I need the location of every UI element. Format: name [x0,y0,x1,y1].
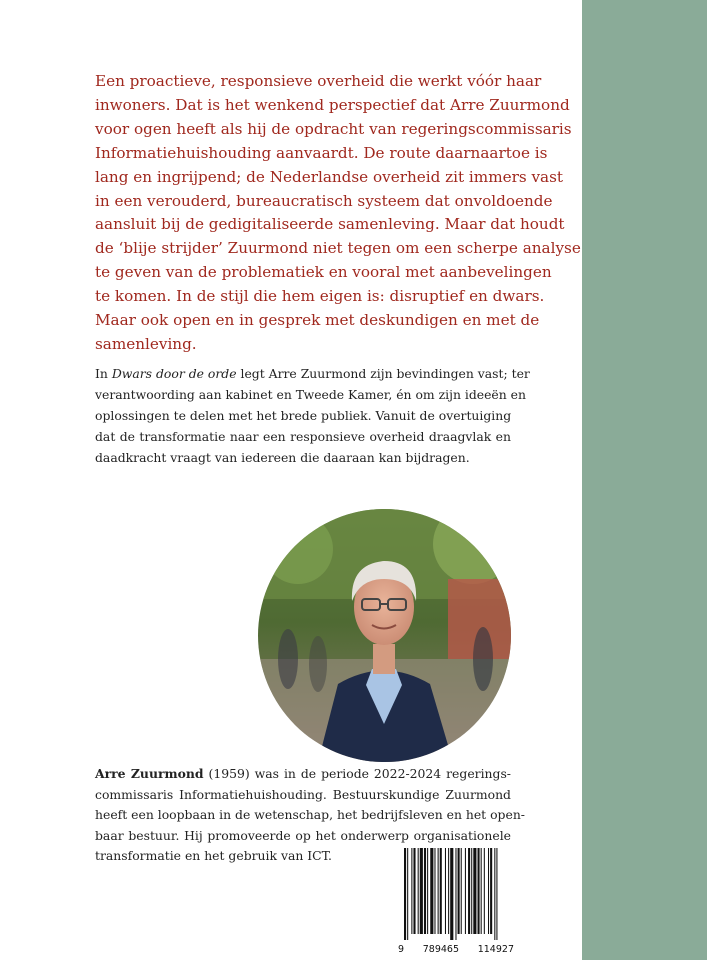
barcode-bar [418,848,419,934]
author-portrait-photo [258,509,511,762]
barcode-bar [450,848,453,940]
spine-color-band [582,0,707,960]
barcode-bar [404,848,406,940]
book-title: Dwars door de orde [111,366,237,381]
bio-text: (1959) was in de periode 2022-2024 regerings- [203,766,511,781]
isbn-left-group: 789465 [422,944,460,955]
barcode-bar [434,848,435,934]
barcode-bar [496,848,497,940]
barcode-bar [411,848,412,934]
barcode-bar [420,848,423,934]
lead-line: Maar ook open en in gesprek met deskundigen en met de [95,311,540,330]
lead-line: voor ogen heeft als hij de opdracht van regeringscommissaris [95,119,572,138]
body-paragraph [95,364,530,469]
bio-line: heeft een loopbaan in de wetenschap, het bedrijfsleven en het open- [95,807,525,823]
barcode-bar [478,848,480,934]
barcode-bar [445,848,446,934]
isbn-barcode [398,844,514,960]
lead-line: Een proactieve, responsieve overheid die werkt vóór haar [95,72,542,90]
body-line: dat de transformatie naar een responsieve overheid draagvlak en [95,428,511,444]
barcode-bar [481,848,482,934]
barcode-bar [488,848,489,934]
barcode-bar [471,848,472,934]
body-line: verantwoording aan kabinet en Tweede Kamer, én om zijn ideeën en [95,386,526,402]
isbn-lead-digit: 9 [398,944,405,955]
barcode-bar [458,848,460,934]
barcode-bar [473,848,476,934]
lead-line: lang en ingrijpend; de Nederlandse overheid zit immers vast [95,167,563,186]
lead-line: samenleving. [95,334,197,353]
barcode-bar [448,848,449,934]
bio-line: commissaris Informatiehuishouding. Bestuurskundige Zuurmond [95,786,511,802]
body-text: In [95,366,112,381]
author-name: Arre Zuurmond [95,766,204,781]
barcode-bar [465,848,466,934]
bio-line: transformatie en het gebruik van ICT. [95,848,332,864]
lead-line: te komen. In de stijl die hem eigen is: disruptief en dwars. [95,287,545,306]
lead-line: de ‘blije strijder’ Zuurmond niet tegen om een scherpe analyse [95,239,581,258]
barcode-bar [461,848,462,934]
body-line: daadkracht vraagt van iedereen die daaraan kan bijdragen. [95,449,470,465]
lead-line: in een verouderd, bureaucratisch systeem dat onvoldoende [95,191,553,210]
lead-line: aansluit bij de gedigitaliseerde samenleving. Maar dat houdt [95,215,565,234]
barcode-bar [494,848,495,940]
barcode-bar [490,848,492,934]
barcode-bar [468,848,470,934]
barcode-bar [413,848,415,934]
isbn-number [398,944,514,955]
bio-line: baar bestuur. Hij promoveerde op het onderwerp organisationele [95,827,511,843]
barcode-bar [440,848,442,934]
barcode-bar [438,848,439,934]
barcode-bar [407,848,408,940]
body-line: oplossingen te delen met het brede publiek. Vanuit de overtuiging [95,407,512,423]
lead-paragraph [95,70,581,357]
isbn-right-group: 114927 [477,944,514,955]
barcode-bar [455,848,456,940]
barcode-bar [484,848,485,934]
lead-line: te geven van de problematiek en vooral met aanbevelingen [95,263,552,282]
barcode-bar [424,848,426,934]
barcode-bar [427,848,428,934]
lead-line: inwoners. Dat is het wenkend perspectief dat Arre Zuurmond [95,95,570,114]
lead-line: Informatiehuishouding aanvaardt. De route daarnaartoe is [95,143,548,162]
barcode-bar [430,848,433,934]
body-text: legt Arre Zuurmond zijn bevindingen vast; ter [236,366,530,381]
